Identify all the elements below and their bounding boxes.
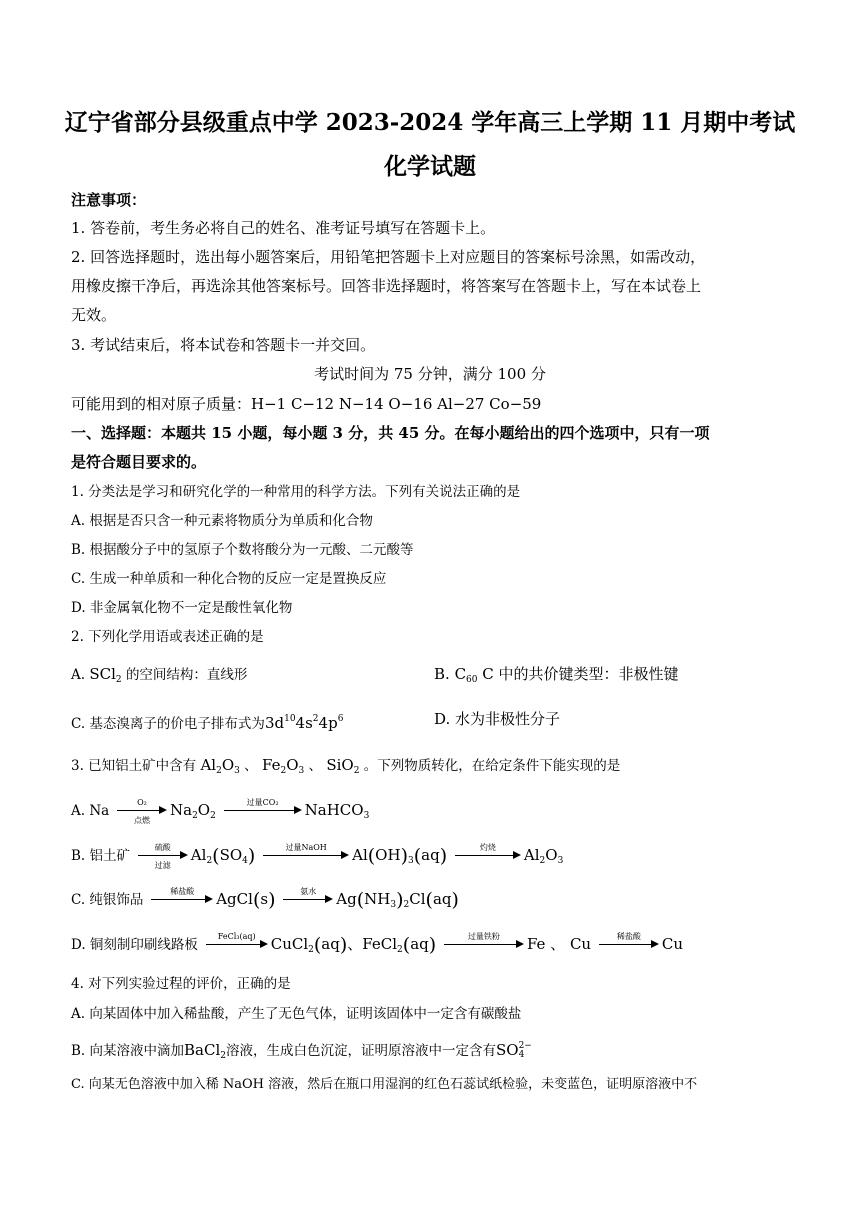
q3-option-b: B. 铝土矿 硫酸 过滤 $Al_2(SO_4)$ 过量NaOH $Al(OH)_3(aq)$ 灼烧 $Al_2O_3$: [71, 843, 564, 870]
q2-option-a: A. SCl$_2$ 的空间结构：直线形: [71, 665, 248, 685]
q3-option-a: A. Na O₂ 点燃 $Na_2O_2$ 过量CO₂ NaHCO$_3$: [71, 798, 370, 825]
q4-option-b: B. 向某溶液中滴加BaCl$_2$溶液，生成白色沉淀，证明原溶液中一定含有SO 2− 4: [71, 1041, 532, 1061]
reaction-arrow: 稀盐酸: [599, 934, 659, 956]
q4-option-c: C. 向某无色溶液中加入稀 NaOH 溶液，然后在瓶口用湿润的红色石蕊试纸检验，未变蓝色，证明原溶液中不: [71, 1077, 698, 1092]
reaction-arrow: 灼烧: [455, 845, 521, 867]
exam-subtitle: 化学试题: [384, 153, 476, 180]
reaction-arrow: 过量铁粉: [444, 934, 524, 956]
q1-option-a: A. 根据是否只含一种元素将物质分为单质和化合物: [71, 513, 373, 529]
q3-option-c: C. 纯银饰品 稀盐酸 AgCl(s) 氨水 $Ag(NH_3)_2Cl(aq)$: [71, 887, 459, 911]
section-heading-b: 是符合题目要求的。: [71, 453, 207, 471]
exam-title: 辽宁省部分县级重点中学 2023-2024 学年高三上学期 11 月期中考试: [64, 109, 796, 136]
q1-stem: 1. 分类法是学习和研究化学的一种常用的科学方法。下列有关说法正确的是: [71, 484, 521, 500]
notice-item-2c: 无效。: [71, 306, 117, 324]
q3-stem: 3. 已知铝土矿中含有 $Al_2O_3$ 、 $Fe_2O_3$ 、 SiO$_2$ 。下列物质转化，在给定条件下能实现的是: [71, 756, 621, 776]
notice-item-3: 3. 考试结束后，将本试卷和答题卡一并交回。: [71, 336, 376, 354]
reaction-arrow: O₂ 点燃: [117, 800, 167, 822]
notice-item-2a: 2. 回答选择题时，选出每小题答案后，用铅笔把答题卡上对应题目的答案标号涂黑，如需改动，: [71, 248, 706, 266]
q2-option-c: C. 基态溴离子的价电子排布式为$3d^{10}4s^24p^6$: [71, 714, 344, 732]
q3-option-d: D. 铜刻制印刷线路板 FeCl₃(aq) CuCl$_2$(aq)、FeCl$_2$(aq) 过量铁粉 Fe 、 Cu 稀盐酸 Cu: [71, 932, 684, 956]
q2-option-d: D. 水为非极性分子: [434, 710, 561, 728]
reaction-arrow: 氨水: [283, 889, 333, 911]
reaction-arrow: 过量NaOH: [263, 845, 349, 867]
q1-option-b: B. 根据酸分子中的氢原子个数将酸分为一元酸、二元酸等: [71, 542, 414, 558]
reaction-arrow: 过量CO₂: [224, 800, 302, 822]
q1-option-d: D. 非金属氧化物不一定是酸性氧化物: [71, 600, 293, 616]
q4-stem: 4. 对下列实验过程的评价，正确的是: [71, 976, 291, 992]
notice-item-2b: 用橡皮擦干净后，再选涂其他答案标号。回答非选择题时，将答案写在答题卡上，写在本试卷上: [71, 277, 702, 295]
reaction-arrow: 硫酸 过滤: [138, 845, 188, 867]
notice-item-1: 1. 答卷前，考生务必将自己的姓名、准考证号填写在答题卡上。: [71, 219, 496, 237]
q2-option-b: B. $C_{60}$ C 中的共价键类型：非极性键: [434, 665, 679, 685]
section-heading-a: 一、选择题：本题共 15 小题，每小题 3 分，共 45 分。在每小题给出的四个选项中，只有一项: [71, 424, 710, 442]
notice-heading: 注意事项：: [71, 191, 147, 209]
atomic-masses: 可能用到的相对原子质量：H−1 C−12 N−14 O−16 Al−27 Co−59: [71, 395, 542, 413]
reaction-arrow: 稀盐酸: [151, 889, 213, 911]
q2-stem: 2. 下列化学用语或表述正确的是: [71, 629, 264, 645]
q1-option-c: C. 生成一种单质和一种化合物的反应一定是置换反应: [71, 571, 387, 587]
q4-option-a: A. 向某固体中加入稀盐酸，产生了无色气体，证明该固体中一定含有碳酸盐: [71, 1006, 522, 1022]
reaction-arrow: FeCl₃(aq): [206, 934, 268, 956]
exam-time: 考试时间为 75 分钟，满分 100 分: [314, 365, 546, 383]
